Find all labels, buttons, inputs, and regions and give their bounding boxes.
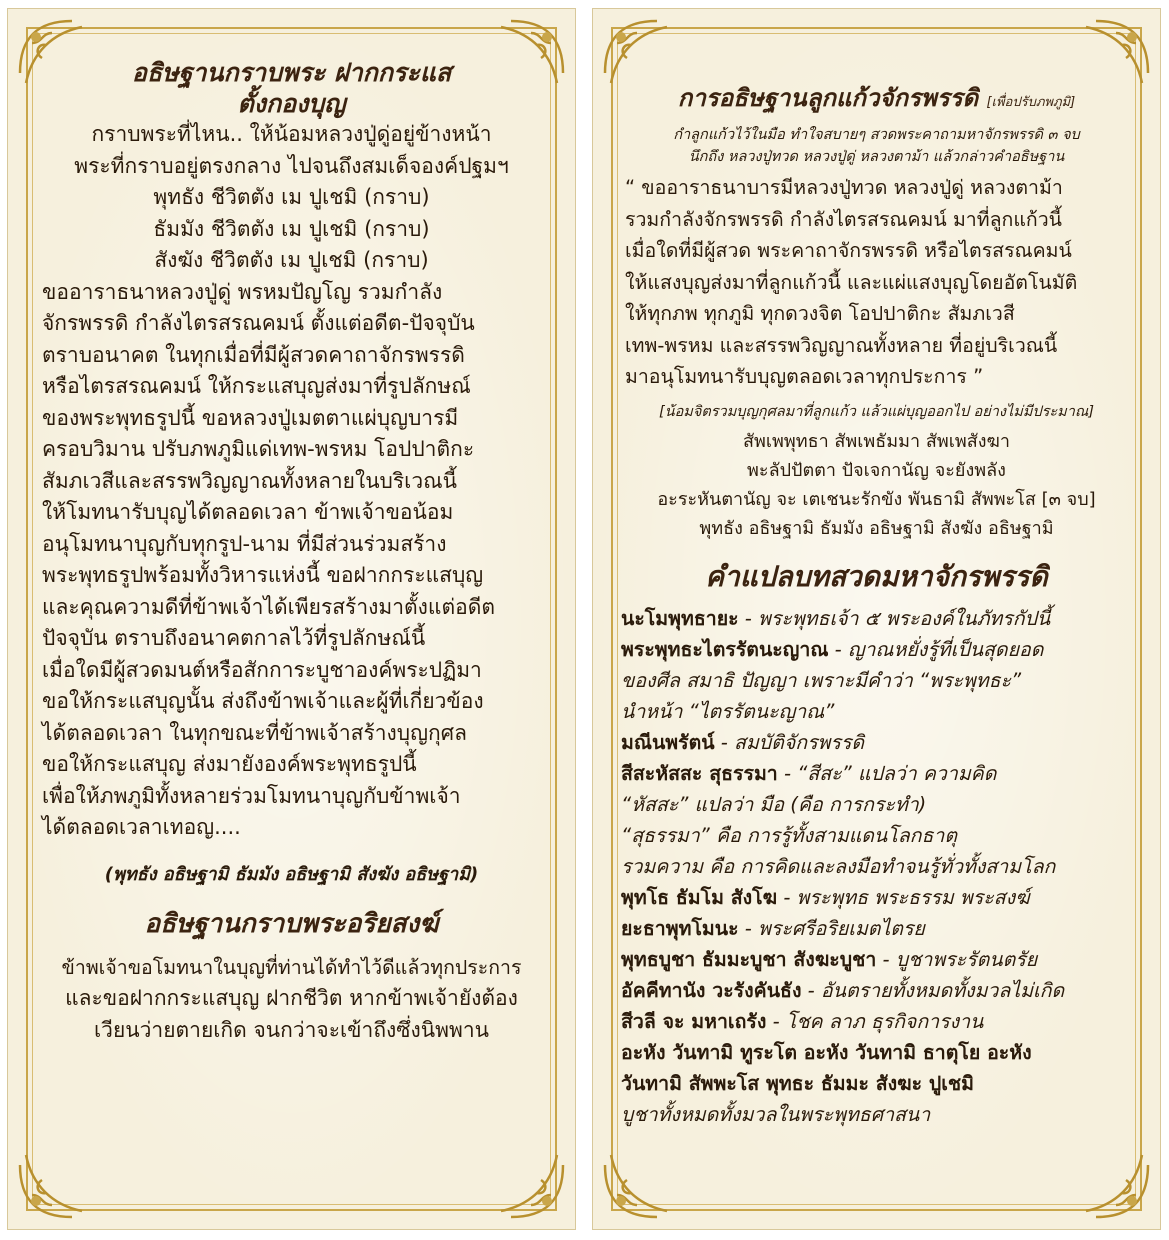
body-line: ครอบวิมาน ปรับภพภูมิแด่เทพ-พรหม โอปปาติกะ xyxy=(42,437,475,461)
translation-line xyxy=(621,1006,1132,1037)
intro-line: สังฆัง ชีวิตตัง เม ปูเชมิ (กราบ) xyxy=(154,248,429,272)
right-note: [น้อมจิตรวมบุญกุศลมาที่ลูกแก้ว แล้วแผ่บุญออกไป อย่างไม่มีประมาณ] xyxy=(659,403,1094,420)
translation-line xyxy=(621,851,1132,882)
body-line: ปัจจุบัน ตราบถึงอนาคตกาลไว้ที่รูปลักษณ์นี้ xyxy=(42,626,426,650)
meaning: - พระพุทธเจ้า ๕ พระองค์ในภัทรกัปนี้ xyxy=(738,606,1051,630)
term: วันทามิ สัพพะโส พุทธะ ธัมมะ สังฆะ ปูเชมิ xyxy=(621,1071,975,1095)
meaning: - สมบัติจักรพรรดิ xyxy=(714,730,865,754)
meaning: - ญาณหยั่งรู้ที่เป็นสุดยอด xyxy=(828,637,1044,661)
instruction-line: นึกถึง หลวงปู่ทวด หลวงปู่ดู่ หลวงตาม้า แล้วกล่าวคำอธิษฐาน xyxy=(688,149,1065,165)
body-line: ขอให้กระแสบุญนั้น ส่งถึงข้าพเจ้าและผู้ที่เกี่ยวข้อง xyxy=(42,689,484,713)
meaning: “สุธรรมา” คือ การรู้ทั้งสามแดนโลกธาตุ xyxy=(621,823,958,847)
body-line: ของพระพุทธรูปนี้ ขอหลวงปู่เมตตาแผ่บุญบารมี xyxy=(42,405,459,430)
body-line: สัมภเวสีและสรรพวิญญาณทั้งหลายในบริเวณนี้ xyxy=(42,468,457,493)
prayer-line: มาอนุโมทนารับบุญตลอดเวลาทุกประการ ” xyxy=(625,365,984,388)
translation-line xyxy=(621,789,1132,820)
translation-line xyxy=(621,634,1132,665)
meaning: - อันตรายทั้งหมดทั้งมวลไม่เกิด xyxy=(801,978,1065,1002)
intro-line: ธัมมัง ชีวิตตัง เม ปูเชมิ (กราบ) xyxy=(153,216,430,241)
term: สีสะหัสสะ สุธรรมา xyxy=(621,761,778,785)
right-title xyxy=(621,81,1132,120)
right-prayer xyxy=(621,172,1132,393)
chant-line: พุทธัง อธิษฐามิ ธัมมัง อธิษฐามิ สังฆัง อธิษฐามิ xyxy=(699,517,1054,539)
meaning: ของศีล สมาธิ ปัญญา เพราะมีคำว่า “พระพุทธะ” xyxy=(621,668,1022,692)
term: สีวลี จะ มหาเถรัง xyxy=(621,1009,767,1033)
right-instructions xyxy=(621,124,1132,168)
translation-line xyxy=(621,913,1132,944)
body-line: ขออาราธนาหลวงปู่ดู่ พรหมปัญโญ รวมกำลัง xyxy=(42,279,443,304)
body-line: เพื่อให้ภพภูมิทั้งหลายร่วมโมทนาบุญกับข้าพเจ้า xyxy=(42,783,461,808)
term: พระพุทธะไตรรัตนะญาณ xyxy=(621,637,829,661)
body-line: และคุณความดีที่ข้าพเจ้าได้เพียรสร้างมาตั้งแต่อดีต xyxy=(42,594,495,619)
left-title-line2: ตั้งกองบุญ xyxy=(237,89,346,118)
meaning: บูชาทั้งหมดทั้งมวลในพระพุทธศาสนา xyxy=(621,1102,931,1126)
translation-line xyxy=(621,1037,1132,1068)
translation-line xyxy=(621,1068,1132,1099)
right-title-2: คำแปลบทสวดมหาจักรพรรดิ xyxy=(705,559,1048,593)
left-panel xyxy=(7,8,576,1230)
chant-line: พะลัปปัตตา ปัจเจกานัญ จะยังพลัง xyxy=(747,459,1006,481)
meaning: นำหน้า “ไตรรัตนะญาณ” xyxy=(621,699,835,723)
meaning: - บูชาพระรัตนตรัย xyxy=(876,947,1038,971)
instruction-line: กำลูกแก้วไว้ในมือ ทำใจสบายๆ สวดพระคาถามหาจักรพรรดิ ๓ จบ xyxy=(673,127,1080,143)
right-chant xyxy=(621,427,1132,543)
left-title: อธิษฐานกราบพระ ฝากกระแส xyxy=(131,58,452,87)
translation-line xyxy=(621,603,1132,634)
meaning: - พระศรีอริยเมตไตรย xyxy=(738,916,925,940)
body-line: ขอให้กระแสบุญ ส่งมายังองค์พระพุทธรูปนี้ xyxy=(42,752,417,776)
meaning: - พระพุทธ พระธรรม พระสงฆ์ xyxy=(777,885,1030,909)
translation-line xyxy=(621,975,1132,1006)
body-line: พระพุทธรูปพร้อมทั้งวิหารแห่งนี้ ขอฝากกระแสบุญ xyxy=(42,563,484,587)
body-line: ให้โมทนารับบุญได้ตลอดเวลา ข้าพเจ้าขอน้อม xyxy=(42,500,454,524)
right-title-text: การอธิษฐานลูกแก้วจักรพรรดิ xyxy=(677,84,979,112)
body-line: จักรพรรดิ กำลังไตรสรณคมน์ ตั้งแต่อดีต-ปัจจุบัน xyxy=(42,311,475,335)
body2-line: เวียนว่ายตายเกิด จนกว่าจะเข้าถึงซึ่งนิพพาน xyxy=(94,1017,489,1042)
body2-line: ข้าพเจ้าขอโมทนาในบุญที่ท่านได้ทำไว้ดีแล้วทุกประการ xyxy=(61,955,522,979)
meaning: รวมความ คือ การคิดและลงมือทำจนรู้ทั่วทั้งสามโลก xyxy=(621,854,1056,878)
body-line: เมื่อใดมีผู้สวดมนต์หรือสักการะบูชาองค์พระปฏิมา xyxy=(42,657,482,682)
term: มณีนพรัตน์ xyxy=(621,730,715,754)
prayer-line: “ ขออาราธนาบารมีหลวงปู่ทวด หลวงปู่ดู่ หลวงตาม้า xyxy=(625,176,1063,199)
meaning: - โชค ลาภ ธุรกิจการงาน xyxy=(766,1009,984,1033)
body-line: ได้ตลอดเวลา ในทุกขณะที่ข้าพเจ้าสร้างบุญกุศล xyxy=(42,720,467,745)
chant-line: สัพเพพุทธา สัพเพธัมมา สัพเพสังฆา xyxy=(743,430,1010,452)
left-body xyxy=(36,277,547,844)
translation-line xyxy=(621,727,1132,758)
translation-line xyxy=(621,696,1132,727)
meaning: - “สีสะ” แปลว่า ความคิด xyxy=(777,761,997,785)
left-intro xyxy=(36,119,547,277)
body-line: ตราบอนาคต ในทุกเมื่อที่มีผู้สวดคาถาจักรพรรดิ xyxy=(42,342,465,367)
chant-line: อะระหันตานัญ จะ เตเชนะรักขัง พันธามิ สัพพะโส [๓ จบ] xyxy=(657,488,1096,510)
left-body-2 xyxy=(36,952,547,1047)
right-title-note: [เพื่อปรับภพภูมิ] xyxy=(986,95,1076,110)
term: พุทธบูชา ธัมมะบูชา สังฆะบูชา xyxy=(621,947,877,971)
translation-line xyxy=(621,820,1132,851)
term: อะหัง วันทามิ ทูระโต อะหัง วันทามิ ธาตุโย อะหัง xyxy=(621,1040,1032,1064)
left-closing: (พุทธัง อธิษฐามิ ธัมมัง อธิษฐามิ สังฆัง อธิษฐามิ) xyxy=(104,863,479,885)
right-panel xyxy=(592,8,1161,1230)
body-line: ได้ตลอดเวลาเทอญ.... xyxy=(42,815,241,839)
prayer-line: เทพ-พรหม และสรรพวิญญาณทั้งหลาย ที่อยู่บริเวณนี้ xyxy=(625,333,1058,357)
prayer-line: รวมกำลังจักรพรรดิ กำลังไตรสรณคมน์ มาที่ลูกแก้วนี้ xyxy=(625,207,1063,231)
term: นะโมพุทธายะ xyxy=(621,606,739,630)
translation-line xyxy=(621,758,1132,789)
translation-line xyxy=(621,882,1132,913)
intro-line: พระที่กราบอยู่ตรงกลาง ไปจนถึงสมเด็จองค์ปฐมฯ xyxy=(74,153,509,178)
prayer-line: ให้แสงบุญส่งมาที่ลูกแก้วนี้ และแผ่แสงบุญโดยอัตโนมัติ xyxy=(625,270,1078,294)
intro-line: กราบพระที่ไหน.. ให้น้อมหลวงปู่ดู่อยู่ข้างหน้า xyxy=(91,122,492,146)
translation-list xyxy=(621,603,1132,1130)
translation-line xyxy=(621,1099,1132,1130)
prayer-line: ให้ทุกภพ ทุกภูมิ ทุกดวงจิต โอปปาติกะ สัมภเวสี xyxy=(625,302,1015,325)
body-line: หรือไตรสรณคมน์ ให้กระแสบุญส่งมาที่รูปลักษณ์ xyxy=(42,374,471,398)
body2-line: และขอฝากกระแสบุญ ฝากชีวิต หากข้าพเจ้ายังต้อง xyxy=(65,986,518,1010)
translation-line xyxy=(621,944,1132,975)
term: พุทโธ ธัมโม สังโฆ xyxy=(621,885,778,909)
prayer-line: เมื่อใดที่มีผู้สวด พระคาถาจักรพรรดิ หรือไตรสรณคมน์ xyxy=(625,239,1072,262)
meaning: “หัสสะ” แปลว่า มือ (คือ การกระทำ) xyxy=(621,792,927,816)
left-title-2: อธิษฐานกราบพระอริยสงฆ์ xyxy=(144,908,439,939)
body-line: อนุโมทนาบุญกับทุกรูป-นาม ที่มีส่วนร่วมสร้าง xyxy=(42,531,447,556)
translation-line xyxy=(621,665,1132,696)
term: ยะธาพุทโมนะ xyxy=(621,916,739,940)
intro-line: พุทธัง ชีวิตตัง เม ปูเชมิ (กราบ) xyxy=(153,185,430,209)
term: อัคคีทานัง วะรังคันธัง xyxy=(621,978,802,1002)
